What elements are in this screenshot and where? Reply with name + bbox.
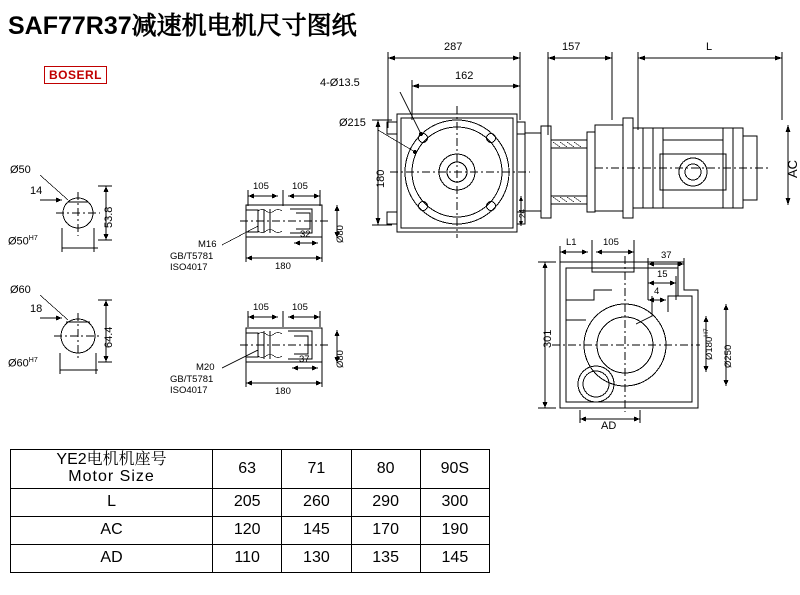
label-shaft1-diameter: Ø50: [10, 164, 31, 176]
table-row: [11, 544, 490, 572]
dim-301: 301: [542, 329, 554, 348]
cell-L-71: 260: [282, 488, 351, 516]
cell-AC-80: 170: [351, 516, 420, 544]
label-shaft1-fit: [8, 235, 38, 248]
label-shaft2-fit: [8, 357, 38, 370]
dim-AD: AD: [601, 420, 617, 432]
brand-logo: BOSERL: [44, 66, 107, 84]
dim-180-left: 180: [375, 169, 387, 188]
dim-arm2-105a: 105: [253, 302, 269, 313]
note-bore-d215: Ø215: [339, 117, 366, 129]
dim-arm2-37: 37: [299, 354, 310, 365]
table-col-90s: 90S: [420, 450, 489, 489]
motor-size-table: [10, 449, 490, 573]
page-title: SAF77R37减速机电机尺寸图纸: [8, 12, 357, 40]
label-arm2-std1: GB/T5781: [170, 374, 214, 385]
dim-AC: AC: [785, 159, 800, 178]
dim-arm1-105a: 105: [253, 181, 269, 192]
row-label-L: L: [11, 488, 213, 516]
table-row: [11, 488, 490, 516]
row-label-AC: AC: [11, 516, 213, 544]
dim-287: 287: [444, 41, 463, 53]
d180-value: Ø180: [704, 336, 716, 360]
dim-arm2-180: 180: [275, 386, 291, 397]
dim-side-4: 4: [654, 286, 660, 297]
dim-arm2-105b: 105: [292, 302, 308, 313]
dim-arm2-d80: Ø80: [335, 350, 346, 368]
table-header-row: [11, 450, 490, 489]
dim-53-8: 53.8: [103, 206, 115, 228]
cell-AC-90s: 190: [420, 516, 489, 544]
dim-L1: L1: [566, 237, 577, 248]
note-4-holes: 4-Ø13.5: [320, 77, 360, 89]
shaft2-fit-tolerance: H7: [28, 357, 38, 364]
label-arm2-bolt: M20: [196, 362, 215, 373]
table-row: [11, 516, 490, 544]
shaft2-fit-value: Ø60: [8, 357, 29, 370]
dim-side-15: 15: [657, 269, 668, 280]
shaft1-fit-tolerance: H7: [28, 235, 38, 242]
dim-157: 157: [562, 41, 581, 53]
cell-L-90s: 300: [420, 488, 489, 516]
dim-64-4: 64.4: [103, 326, 115, 348]
cell-AD-80: 135: [351, 544, 420, 572]
cell-L-63: 205: [213, 488, 282, 516]
table-header-label-en: Motor Size: [68, 467, 155, 485]
dim-key2-18: 18: [30, 303, 43, 315]
dim-side-37: 37: [661, 250, 672, 261]
cell-AD-90s: 145: [420, 544, 489, 572]
label-arm1-bolt: M16: [198, 239, 217, 250]
cell-L-80: 290: [351, 488, 420, 516]
dim-L: L: [706, 41, 713, 53]
dim-162: 162: [455, 70, 474, 82]
table-header-label-cn: YE2电机机座号: [56, 451, 167, 468]
cell-AD-71: 130: [282, 544, 351, 572]
label-arm1-std1: GB/T5781: [170, 251, 214, 262]
cell-AC-63: 120: [213, 516, 282, 544]
table-col-80: 80: [351, 450, 420, 489]
cell-AD-63: 110: [213, 544, 282, 572]
dim-d180: [704, 328, 715, 360]
d180-tolerance: H7: [703, 328, 710, 337]
table-col-63: 63: [213, 450, 282, 489]
dim-key1-14: 14: [30, 185, 43, 197]
dim-arm1-d80: Ø80: [335, 225, 346, 243]
table-header-label: [11, 450, 213, 489]
cell-AC-71: 145: [282, 516, 351, 544]
label-shaft2-diameter: Ø60: [10, 284, 31, 296]
dim-arm1-105b: 105: [292, 181, 308, 192]
table-col-71: 71: [282, 450, 351, 489]
label-arm2-std2: ISO4017: [170, 385, 208, 396]
shaft1-fit-value: Ø50: [8, 235, 29, 248]
dim-side-105: 105: [603, 237, 619, 248]
label-arm1-std2: ISO4017: [170, 262, 208, 273]
dim-arm1-32: 32: [300, 229, 311, 240]
dim-d250: Ø250: [723, 344, 734, 368]
dim-24: 24: [518, 209, 527, 218]
dim-arm1-180: 180: [275, 261, 291, 272]
row-label-AD: AD: [11, 544, 213, 572]
